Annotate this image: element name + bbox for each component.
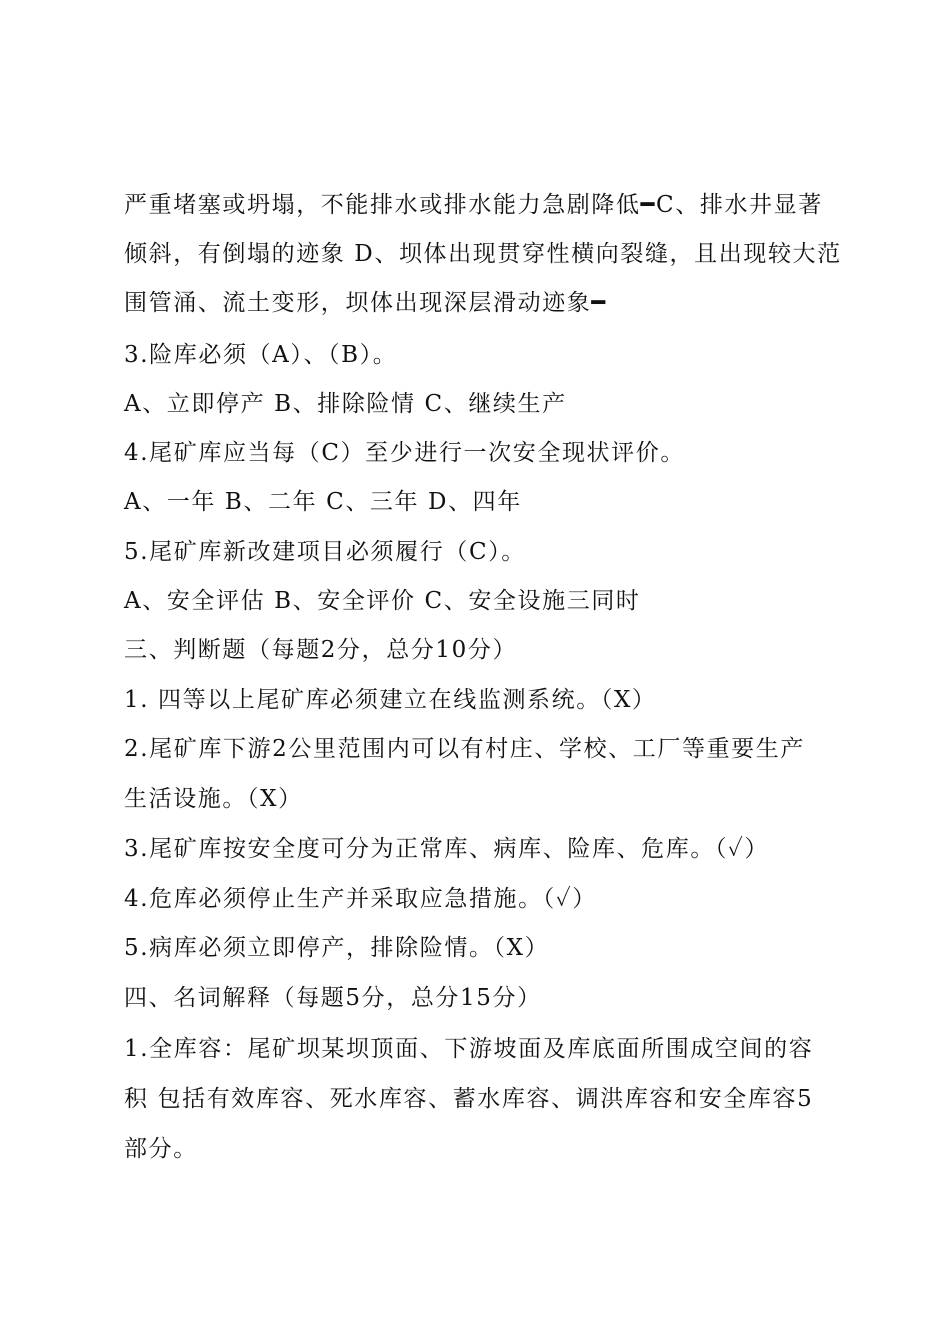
question-3-options: A、立即停产 B、排除险情 C、继续生产 bbox=[124, 391, 567, 417]
judgement-3: 3.尾矿库按安全度可分为正常库、病库、险库、危库。（✓） bbox=[124, 836, 770, 862]
section-heading-terms: 四、名词解释（每题5分，总分15分） bbox=[124, 985, 542, 1011]
term-1-end: 部分。 bbox=[124, 1136, 198, 1162]
question-3: 3.险库必须（A）、（B）。 bbox=[124, 342, 398, 368]
judgement-4: 4.危库必须停止生产并采取应急措施。（✓） bbox=[124, 886, 597, 912]
question-4-options: A、一年 B、二年 C、三年 D、四年 bbox=[124, 489, 522, 515]
question-4: 4.尾矿库应当每（C）至少进行一次安全现状评价。 bbox=[124, 440, 685, 466]
section-heading-judgement: 三、判断题（每题2分，总分10分） bbox=[124, 637, 518, 663]
judgement-5: 5.病库必须立即停产，排除险情。（X） bbox=[124, 935, 550, 961]
text-line-3: 围管涌、流土变形，坝体出现深层滑动迹象━ bbox=[124, 290, 607, 316]
judgement-2-cont: 生活设施。（X） bbox=[124, 786, 303, 812]
question-5-options: A、安全评估 B、安全评价 C、安全设施三同时 bbox=[124, 588, 641, 614]
question-5: 5.尾矿库新改建项目必须履行（C）。 bbox=[124, 539, 526, 565]
term-1: 1.全库容：尾矿坝某坝顶面、下游坡面及库底面所围成空间的容 bbox=[124, 1036, 814, 1062]
judgement-2: 2.尾矿库下游2公里范围内可以有村庄、学校、工厂等重要生产 bbox=[124, 736, 805, 762]
judgement-1: 1. 四等以上尾矿库必须建立在线监测系统。（X） bbox=[124, 687, 657, 713]
text-line-2: 倾斜，有倒塌的迹象 D、坝体出现贯穿性横向裂缝，且出现较大范 bbox=[124, 241, 842, 267]
text-line-1: 严重堵塞或坍塌，不能排水或排水能力急剧降低━C、排水井显著 bbox=[124, 192, 823, 218]
term-1-cont: 积 包括有效库容、死水库容、蓄水库容、调洪库容和安全库容5 bbox=[124, 1086, 814, 1112]
